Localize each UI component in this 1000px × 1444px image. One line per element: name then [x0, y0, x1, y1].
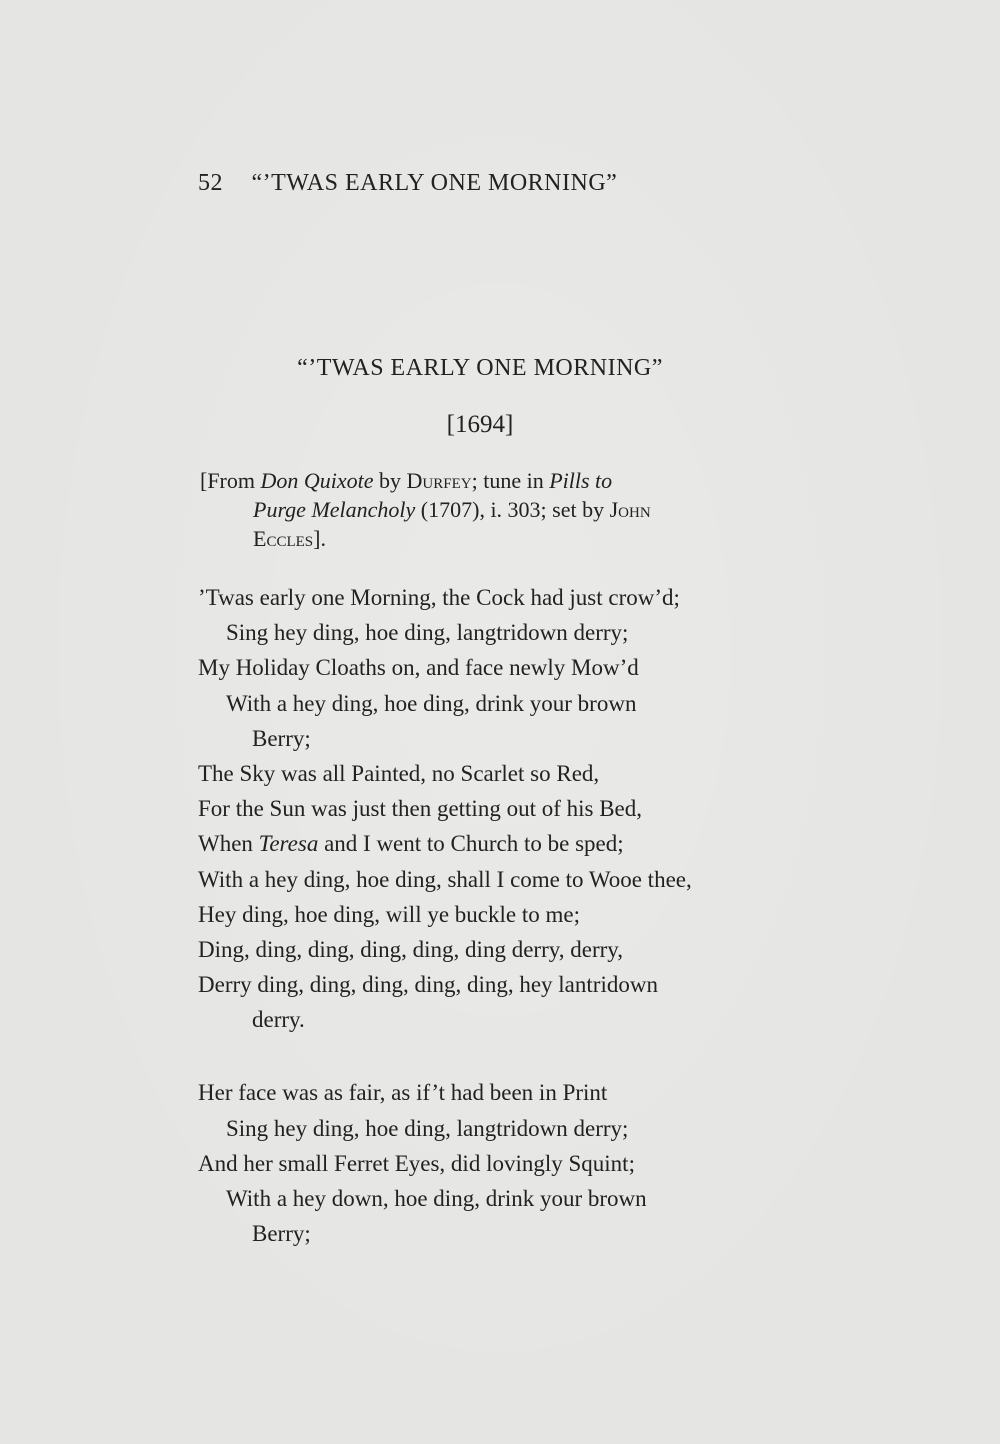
source-note-line: [200, 466, 766, 495]
running-head: [198, 170, 798, 197]
source-collection-title: Pills to: [549, 468, 613, 493]
poem-year: [1694]: [446, 411, 514, 438]
source-note-line: [200, 495, 766, 524]
verse-line: Berry;: [252, 1221, 311, 1247]
verse-line: And her small Ferret Eyes, did lovingly Squint;: [198, 1150, 635, 1176]
verse-line: My Holiday Cloaths on, and face newly Mow’d: [198, 655, 639, 681]
source-text: (1707), i. 303; set by: [415, 497, 610, 522]
source-text: by: [373, 468, 407, 493]
verse-line: Ding, ding, ding, ding, ding, ding derry, derry,: [198, 936, 624, 962]
stanza-gap: [198, 1037, 778, 1075]
source-author: Durfey: [406, 468, 472, 493]
verse-line: Hey ding, hoe ding, will ye buckle to me;: [198, 901, 580, 927]
poem-title: “’TWAS EARLY ONE MORNING”: [297, 355, 663, 381]
poem-body: [198, 580, 778, 1251]
verse-line: With a hey down, hoe ding, drink your brown: [226, 1186, 647, 1211]
verse-line: Sing hey ding, hoe ding, langtridown derry;: [226, 1115, 629, 1141]
source-text: ; tune in: [471, 468, 550, 493]
stanza-1: [198, 580, 778, 1037]
source-text: ].: [313, 526, 326, 551]
verse-line: With a hey ding, hoe ding, drink your brown: [226, 690, 637, 716]
source-work-title: Don Quixote: [260, 468, 374, 493]
verse-line: With a hey ding, hoe ding, shall I come to Wooe thee,: [198, 866, 692, 892]
source-collection-title: Purge Melancholy: [253, 497, 416, 522]
source-note-line: [200, 524, 766, 553]
verse-text: and I went to Church to be sped;: [318, 831, 624, 857]
verse-line: Her face was as fair, as if’t had been in Print: [198, 1080, 608, 1106]
verse-line: Berry;: [252, 725, 311, 751]
stanza-2: [198, 1075, 778, 1251]
verse-line: ’Twas early one Morning, the Cock had just crow’d;: [198, 585, 680, 610]
verse-line: The Sky was all Painted, no Scarlet so Red,: [198, 760, 600, 786]
verse-name: Teresa: [258, 831, 319, 857]
verse-line: For the Sun was just then getting out of his Bed,: [198, 796, 643, 822]
source-note: [200, 466, 766, 553]
verse-line: Derry ding, ding, ding, ding, ding, hey lantridown: [198, 972, 658, 998]
verse-line: Sing hey ding, hoe ding, langtridown derry;: [226, 620, 629, 646]
verse-line: derry.: [252, 1007, 305, 1033]
source-composer: Eccles: [253, 526, 314, 551]
source-composer: John: [609, 497, 651, 522]
running-title: “’TWAS EARLY ONE MORNING”: [251, 170, 618, 196]
verse-text: When: [198, 831, 259, 857]
page-number: 52: [198, 170, 223, 196]
verse-line: [198, 826, 778, 861]
source-text: [From: [200, 468, 261, 493]
